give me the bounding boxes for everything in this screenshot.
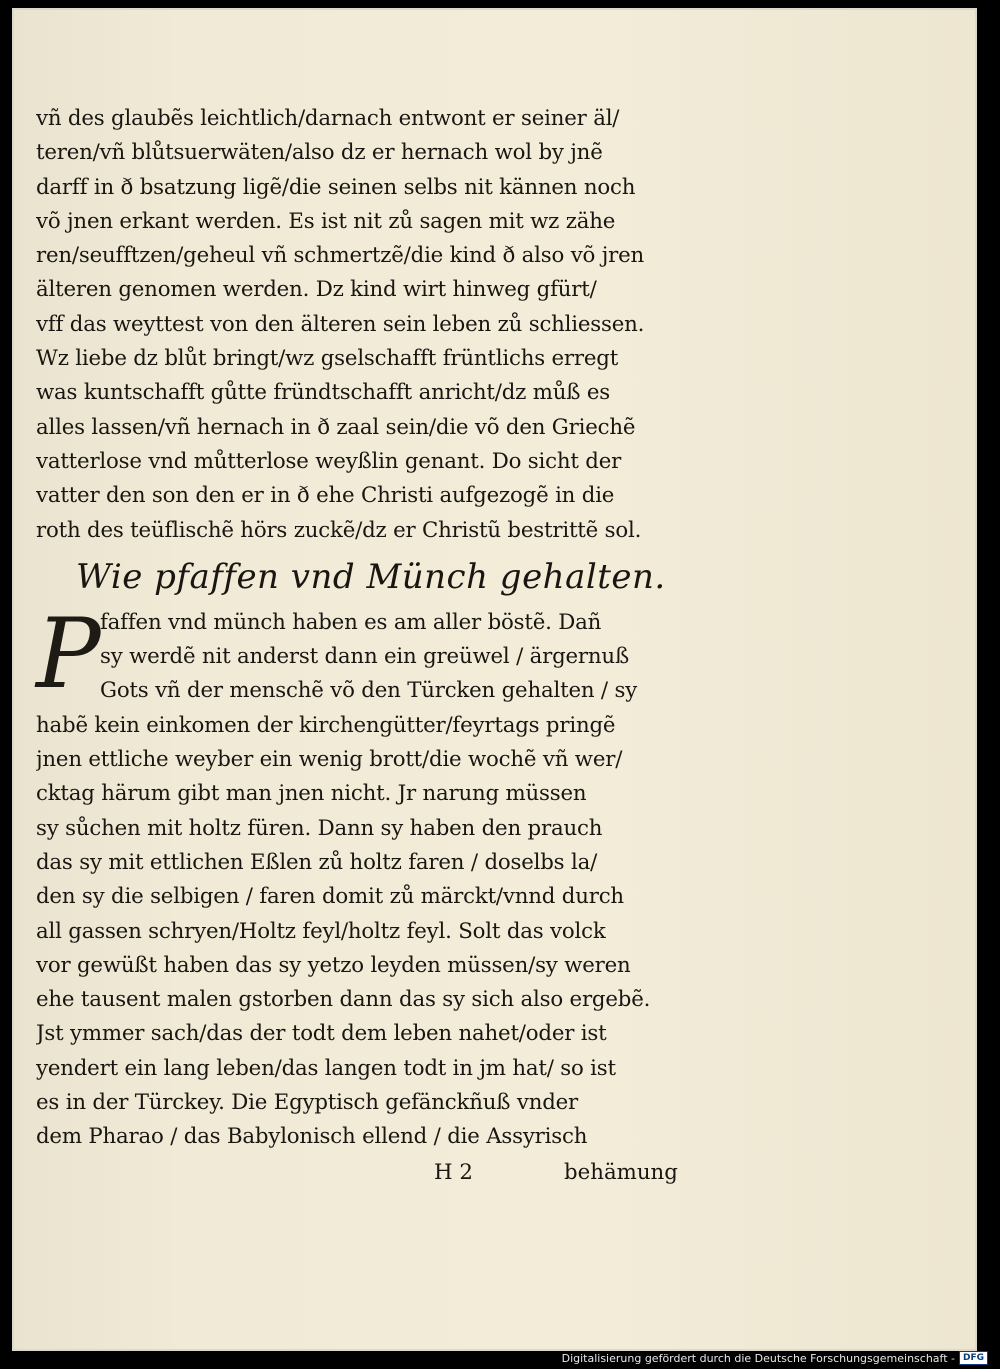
text-block — [36, 102, 751, 1191]
paper-leaf — [12, 8, 977, 1351]
text-line: vatterlose vnd můtterlose weyßlin genant. Do sicht der — [36, 448, 622, 474]
signature-mark: H 2 — [434, 1159, 473, 1185]
text-line: roth des teüflischẽ hörs zuckẽ/dz er Christũ bestrittẽ sol. — [36, 517, 642, 543]
text-line: darff in ð bsatzung ligẽ/die seinen selbs nit kännen noch — [36, 174, 636, 200]
digitization-credit — [562, 1351, 988, 1365]
text-line: all gassen schryen/Holtz feyl/holtz feyl. Solt das volck — [36, 918, 606, 944]
text-line: es in der Türckey. Die Egyptisch gefänckñuß vnder — [36, 1090, 579, 1116]
text-line: vff das weyttest von den älteren sein leben zů schliessen. — [36, 311, 645, 337]
text-line: ren/seufftzen/geheul vñ schmertzẽ/die kind ð also võ jren — [36, 243, 645, 269]
text-line: ehe tausent malen gstorben dann das sy sich also ergebẽ. — [36, 987, 651, 1013]
text-line: Gots vñ der menschẽ võ den Türcken gehalten / sy — [100, 678, 638, 704]
text-line: habẽ kein einkomen der kirchengütter/feyrtags pringẽ — [36, 712, 616, 738]
page-foot-line — [36, 1155, 751, 1191]
text-line: vor gewüßt haben das sy yetzo leyden müssen/sy weren — [36, 952, 631, 978]
text-line: Jst ymmer sach/das der todt dem leben nahet/oder ist — [36, 1021, 607, 1047]
text-line: vñ des glaubẽs leichtlich/darnach entwont er seiner äl/ — [36, 106, 620, 131]
text-line: Wz liebe dz blůt bringt/wz gselschafft früntlichs erregt — [36, 346, 619, 372]
paragraph-1 — [36, 102, 751, 548]
text-line: älteren genomen werden. Dz kind wirt hinweg gfürt/ — [36, 277, 597, 303]
text-line: faffen vnd münch haben es am aller böstẽ. Dañ — [100, 609, 602, 635]
text-line: sy werdẽ nit anderst dann ein greüwel / ärgernuß — [100, 644, 629, 670]
text-line: yendert ein lang leben/das langen todt in jm hat/ so ist — [36, 1055, 616, 1081]
text-line: võ jnen erkant werden. Es ist nit zů sagen mit wz zähe — [36, 208, 616, 234]
text-line: jnen ettliche weyber ein wenig brott/die wochẽ vñ wer/ — [36, 747, 623, 773]
section-heading-block — [36, 548, 751, 606]
dfg-logo-icon: DFG — [959, 1351, 988, 1365]
catchword: behämung — [564, 1159, 678, 1185]
paragraph-2 — [36, 597, 751, 1155]
text-line: sy sůchen mit holtz füren. Dann sy haben den prauch — [36, 815, 603, 841]
text-line: cktag härum gibt man jnen nicht. Jr narung müssen — [36, 781, 587, 807]
text-line: den sy die selbigen / faren domit zů märckt/vnnd durch — [36, 884, 624, 910]
text-line: alles lassen/vñ hernach in ð zaal sein/die võ den Griechẽ — [36, 414, 636, 440]
section-heading: Wie pfaffen vnd Münch gehalten. — [76, 556, 666, 597]
credit-text: Digitalisierung gefördert durch die Deutsche Forschungsgemeinschaft - — [561, 1351, 955, 1365]
text-line: dem Pharao / das Babylonisch ellend / die Assyrisch — [36, 1124, 588, 1150]
text-line: teren/vñ blůtsuerwäten/also dz er hernach wol by jnẽ — [36, 140, 603, 166]
text-line: das sy mit ettlichen Eßlen zů holtz faren / doselbs la/ — [36, 849, 598, 875]
decorated-initial: P — [36, 597, 101, 710]
text-line: vatter den son den er in ð ehe Christi aufgezogẽ in die — [36, 483, 615, 509]
scanned-page — [12, 8, 977, 1351]
text-line: was kuntschafft gůtte fründtschafft anricht/dz můß es — [36, 380, 611, 406]
